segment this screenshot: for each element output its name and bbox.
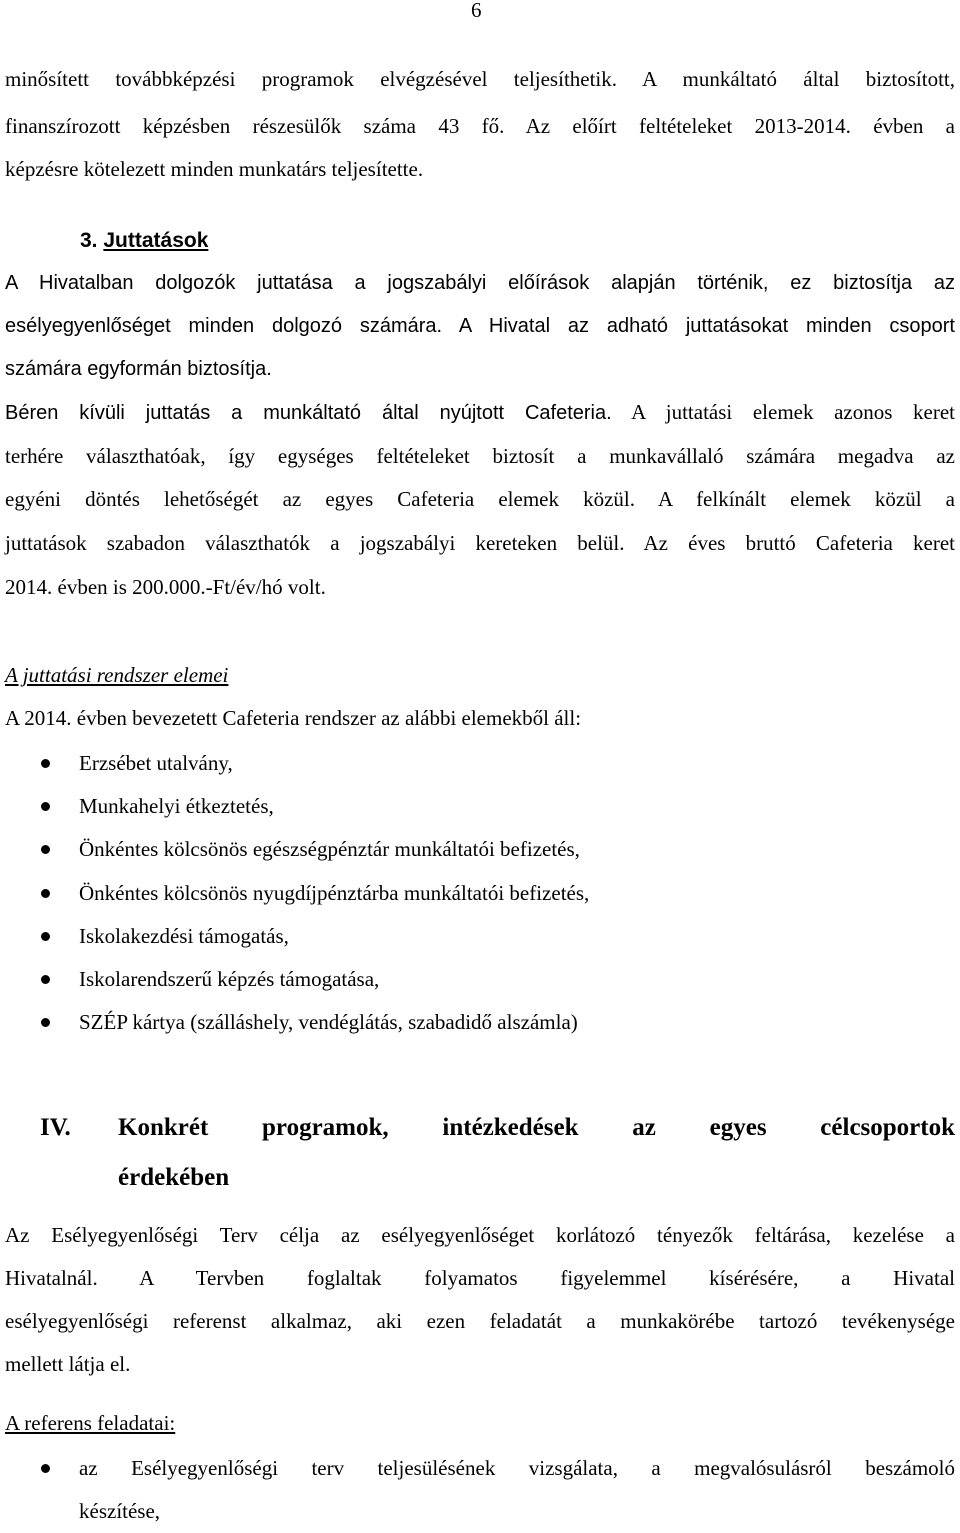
list-item	[0, 915, 955, 958]
list-item	[0, 742, 955, 785]
list-item	[0, 1001, 955, 1044]
section-4-title	[118, 1103, 955, 1203]
juttatasi-rendszer-heading: A juttatási rendszer elemei	[5, 663, 229, 687]
list-item-text-line-1: az Esélyegyenlőségi terv teljesülésének vizsgálata, a megvalósulásról beszámoló	[79, 1456, 955, 1480]
referens-heading: A referens feladatai:	[5, 1411, 176, 1435]
list-item	[0, 1447, 955, 1533]
section-3-para2-line-1b: A juttatási elemek azonos keret	[611, 400, 955, 424]
section-4-number: IV.	[40, 1114, 71, 1141]
list-item	[0, 872, 955, 915]
page-number: 6	[471, 0, 482, 22]
section-3-para1-line-2	[5, 304, 955, 348]
section-3-title: Juttatások	[103, 229, 209, 252]
list-item-text: Iskolakezdési támogatás,	[79, 923, 289, 948]
bullet-icon	[41, 1018, 50, 1027]
cafeteria-element-list	[0, 742, 955, 1044]
list-item	[0, 958, 955, 1001]
section-3-para2-line-1	[5, 391, 955, 435]
intro-line-3: képzésre kötelezett minden munkatárs teljesítette.	[5, 157, 424, 181]
section-3-para2-line-4: juttatások szabadon választhatók a jogszabályi kereteken belül. Az éves bruttó Cafeteria keret	[5, 531, 955, 555]
section-3-para2-line-1a: Béren kívüli juttatás a munkáltató által nyújtott Cafeteria.	[5, 402, 612, 424]
list-item-text: Önkéntes kölcsönös egészségpénztár munkáltatói befizetés,	[79, 837, 580, 862]
list-item	[0, 785, 955, 828]
list-item-text: Erzsébet utalvány,	[79, 751, 233, 775]
section-3-heading	[80, 226, 208, 256]
juttatasi-rendszer-intro: A 2014. évben bevezetett Cafeteria rendszer az alábbi elemekből áll:	[5, 706, 582, 730]
section-4-heading	[40, 1103, 955, 1203]
bullet-icon	[41, 932, 50, 941]
section-3-para2-line-3: egyéni döntés lehetőségét az egyes Cafeteria elemek közül. A felkínált elemek közül a	[5, 487, 955, 511]
section-4-body-line-1: Az Esélyegyenlőségi Terv célja az esélyegyenlőséget korlátozó tényezők feltárása, kezelése a	[5, 1223, 955, 1247]
bullet-icon	[41, 975, 50, 984]
section-4-body-line-3: esélyegyenlőségi referenst alkalmaz, aki ezen feladatát a munkakörébe tartozó tevékenysége	[5, 1309, 955, 1333]
bullet-icon	[41, 845, 50, 854]
list-item-text: Önkéntes kölcsönös nyugdíjpénztárba munkáltatói befizetés,	[79, 880, 590, 905]
list-item-text: Munkahelyi étkeztetés,	[79, 794, 274, 819]
list-item-text: SZÉP kártya (szálláshely, vendéglátás, szabadidő alszámla)	[79, 1010, 578, 1035]
section-4-title-line-1: Konkrét programok, intézkedések az egyes célcsoportok	[118, 1114, 955, 1141]
section-4-title-line-2: érdekében	[118, 1164, 230, 1191]
intro-line-1: minősített továbbképzési programok elvégzésével teljesíthetik. A munkáltató által biztosított,	[5, 67, 955, 91]
bullet-icon	[41, 802, 50, 811]
list-item	[0, 828, 955, 871]
section-4-body-line-4: mellett látja el.	[5, 1352, 131, 1376]
bullet-icon	[41, 889, 50, 898]
list-item-text-line-2: készítése,	[79, 1499, 161, 1524]
section-3-para2-line-2: terhére választhatóak, így egységes feltételeket biztosít a munkavállaló számára megadva az	[5, 444, 955, 468]
section-3-number: 3.	[80, 229, 98, 252]
section-4-body-line-2: Hivatalnál. A Tervben foglaltak folyamatos figyelemmel kísérésére, a Hivatal	[5, 1266, 955, 1290]
section-3-para1-line-3: számára egyformán biztosítja.	[5, 358, 272, 380]
referens-task-list	[0, 1447, 955, 1533]
intro-line-2: finanszírozott képzésben részesülők száma 43 fő. Az előírt feltételeket 2013-2014. évben a	[5, 114, 955, 138]
list-item-text: Iskolarendszerű képzés támogatása,	[79, 967, 380, 992]
section-3-para2-line-5: 2014. évben is 200.000.-Ft/év/hó volt.	[5, 575, 326, 599]
section-3-para1-line-1: A Hivatalban dolgozók juttatása a jogszabályi előírások alapján történik, ez biztosítja az	[5, 272, 955, 294]
section-3-para1-line-2a: esélyegyenlőséget minden dolgozó számára.	[5, 315, 443, 337]
section-3-para1-line-2b: A Hivatal az adható juttatásokat minden csoport	[442, 315, 955, 337]
bullet-icon	[41, 759, 50, 768]
bullet-icon	[41, 1464, 50, 1473]
